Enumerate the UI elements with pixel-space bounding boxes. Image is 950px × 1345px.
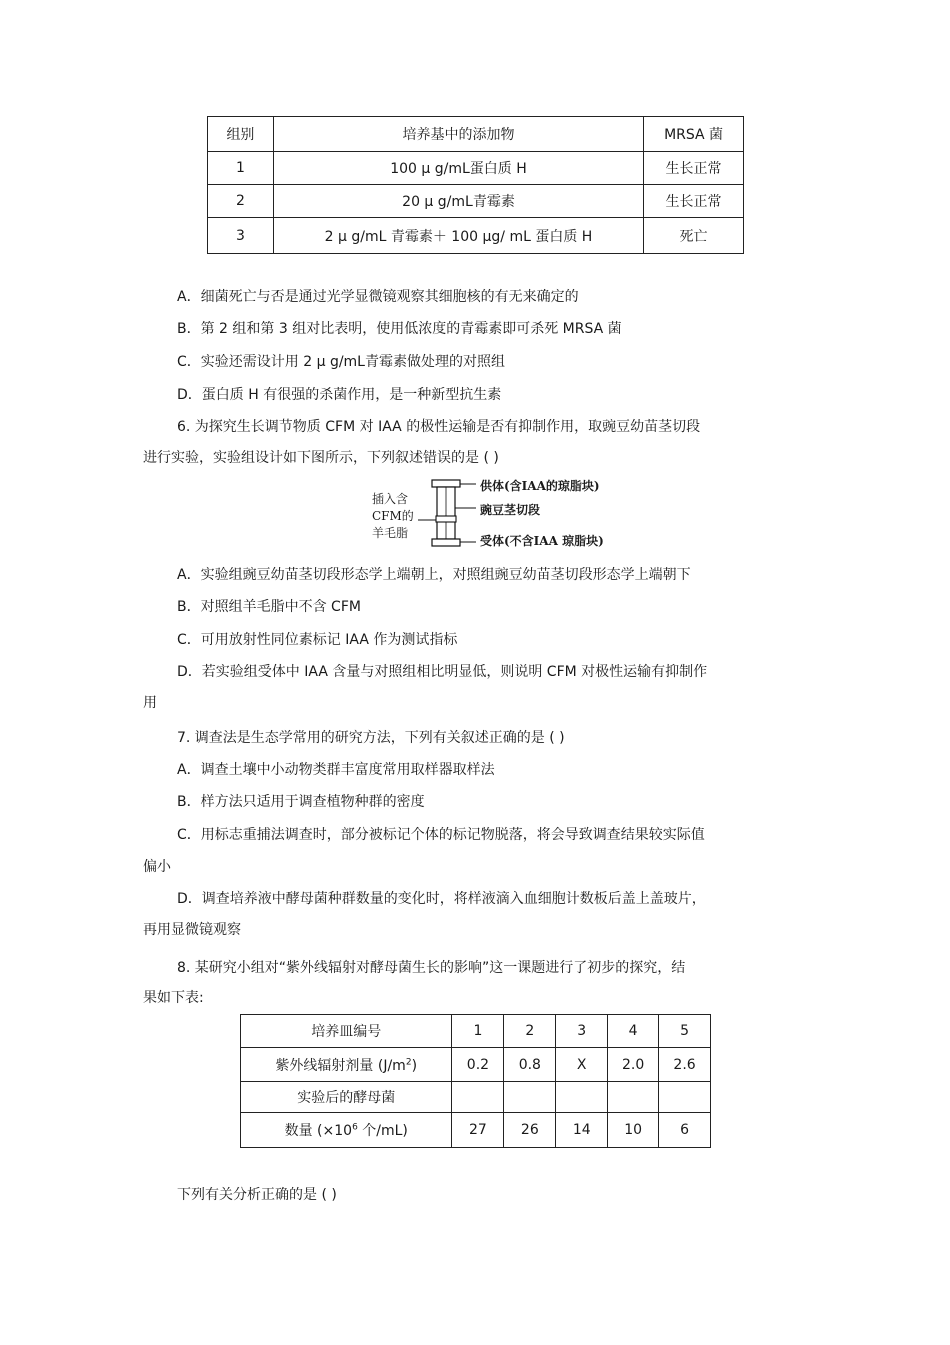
table-cell: 2 [208,185,274,218]
table-cell: 4 [608,1015,659,1048]
table-cell: 1 [208,152,274,185]
table-cell [608,1082,659,1113]
q5-option-a: A．细菌死亡与否是通过光学显微镜观察其细胞核的有无来确定的 [177,289,579,305]
table-header: 培养基中的添加物 [273,117,643,152]
row-label-uv-dose [241,1048,452,1082]
uv-dose-label-close: ) [411,1057,418,1074]
q5-option-d: D．蛋白质 H 有很强的杀菌作用，是一种新型抗生素 [177,387,502,403]
q7-option-a: A．调查土壤中小动物类群丰富度常用取样器取样法 [177,762,495,778]
diagram-segment-label: 豌豆茎切段 [480,503,541,517]
table-cell: 27 [452,1113,504,1148]
table-cell: 2 [504,1015,556,1048]
table-cell: 0.8 [504,1048,556,1082]
table-cell: 2.0 [608,1048,659,1082]
q5-option-c: C．实验还需设计用 2 μ g/mL青霉素做处理的对照组 [177,354,505,370]
count-label-unit: 个/mL) [357,1123,408,1139]
mrsa-table [207,116,744,254]
table-cell: 0.2 [452,1048,504,1082]
table-cell: 2.6 [659,1048,711,1082]
diagram-left-label-2: CFM的 [372,509,414,523]
table-cell: 5 [659,1015,711,1048]
q8-stem-line1: 8. 某研究小组对“紫外线辐射对酵母菌生长的影响”这一课题进行了初步的探究，结 [177,960,686,976]
q6-option-d-cont: 用 [143,695,157,711]
count-label-sup: 6 [352,1122,358,1133]
q7-stem: 7. 调查法是生态学常用的研究方法，下列有关叙述正确的是 ( ) [177,730,565,746]
q6-option-c: C．可用放射性同位素标记 IAA 作为测试指标 [177,632,458,648]
q7-option-d-cont: 再用显微镜观察 [143,922,241,938]
table-cell: 6 [659,1113,711,1148]
q6-option-b: B．对照组羊毛脂中不含 CFM [177,599,361,615]
uv-dose-label-text: 紫外线辐射剂量 (J/m [275,1057,406,1074]
table-cell: 20 μ g/mL青霉素 [273,185,643,218]
table-cell: 3 [556,1015,608,1048]
row-label-dish-number: 培养皿编号 [241,1015,452,1048]
q5-option-b: B．第 2 组和第 3 组对比表明，使用低浓度的青霉素即可杀死 MRSA 菌 [177,321,622,337]
q6-option-a: A．实验组豌豆幼苗茎切段形态学上端朝上，对照组豌豆幼苗茎切段形态学上端朝下 [177,567,691,583]
table-cell: 10 [608,1113,659,1148]
table-cell [556,1082,608,1113]
diagram-left-label-3: 羊毛脂 [372,526,409,540]
table-cell: 死亡 [644,218,744,254]
table-cell [504,1082,556,1113]
q8-stem-line2: 果如下表: [143,990,204,1006]
diagram-receiver-label: 受体(不含IAA 琼脂块) [480,534,604,548]
q6-stem-line1: 6. 为探究生长调节物质 CFM 对 IAA 的极性运输是否有抑制作用，取豌豆幼苗茎切段 [177,419,701,435]
q6-option-d: D．若实验组受体中 IAA 含量与对照组相比明显低，则说明 CFM 对极性运输有抑制作 [177,664,708,680]
q7-option-b: B．样方法只适用于调查植物种群的密度 [177,794,425,810]
table-cell [659,1082,711,1113]
table-cell: 14 [556,1113,608,1148]
q7-option-d: D．调查培养液中酵母菌种群数量的变化时，将样液滴入血细胞计数板后盖上盖玻片， [177,891,706,907]
table-header: 组别 [208,117,274,152]
diagram-donor-label: 供体(含IAA的琼脂块) [480,479,600,493]
table-cell: 3 [208,218,274,254]
uv-yeast-table [240,1014,711,1148]
q7-option-c: C．用标志重捕法调查时，部分被标记个体的标记物脱落，将会导致调查结果较实际值 [177,827,705,843]
diagram-left-label-1: 插入含 [372,492,409,506]
table-cell: X [556,1048,608,1082]
q7-option-c-cont: 偏小 [143,859,171,875]
table-cell: 生长正常 [644,152,744,185]
q6-stem-line2: 进行实验，实验组设计如下图所示，下列叙述错误的是 ( ) [143,450,499,466]
table-header: MRSA 菌 [644,117,744,152]
count-label-text: 数量 (×10 [284,1123,353,1139]
table-cell: 生长正常 [644,185,744,218]
row-label-yeast: 实验后的酵母菌 [241,1082,452,1113]
table-cell: 26 [504,1113,556,1148]
q6-diagram [360,476,620,548]
table-cell: 1 [452,1015,504,1048]
table-cell: 2 μ g/mL 青霉素＋ 100 μg/ mL 蛋白质 H [273,218,643,254]
uv-dose-label-sup: 2 [405,1056,412,1067]
q8-follow-up: 下列有关分析正确的是 ( ) [177,1187,337,1203]
table-cell [452,1082,504,1113]
table-cell: 100 μ g/mL蛋白质 H [273,152,643,185]
row-label-count [241,1113,452,1148]
